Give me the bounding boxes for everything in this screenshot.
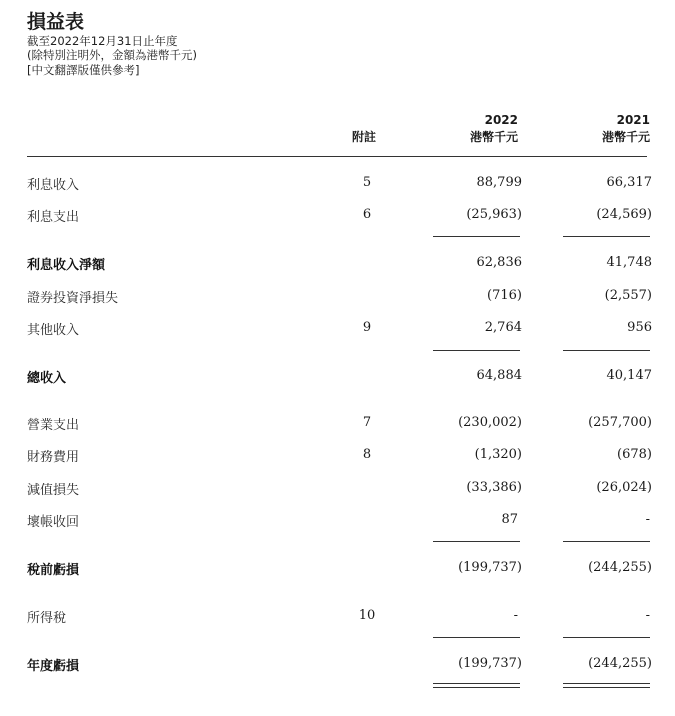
row-2021-finance-costs: (678)	[617, 447, 652, 462]
row-2022-income-tax: -	[513, 608, 518, 623]
row-label-income-tax: 所得稅	[27, 611, 67, 626]
row-2021-interest-income: 66,317	[606, 175, 652, 190]
row-2021-securities-net-loss: (2,557)	[604, 288, 652, 303]
subtotal-rule-2022	[433, 350, 520, 351]
row-label-operating-expenses: 營業支出	[27, 418, 80, 433]
row-label-loss-before-tax: 稅前虧損	[27, 563, 80, 578]
row-label-loss-for-year: 年度虧損	[27, 659, 80, 674]
row-2022-finance-costs: (1,320)	[474, 447, 522, 462]
total-double-rule-2021	[563, 683, 650, 688]
row-2022-bad-debt-recovered: 87	[501, 512, 518, 527]
header-unit-2021: 港幣千元	[601, 130, 650, 144]
row-2021-income-tax: -	[645, 608, 650, 623]
row-2021-total-income: 40,147	[606, 368, 652, 383]
row-note-interest-income: 5	[362, 175, 372, 190]
row-2022-interest-income: 88,799	[476, 175, 522, 190]
row-2021-loss-before-tax: (244,255)	[588, 560, 652, 575]
row-note-income-tax: 10	[358, 608, 376, 623]
row-label-securities-net-loss: 證券投資淨損失	[27, 291, 119, 306]
row-2022-other-income: 2,764	[484, 320, 522, 335]
row-label-total-income: 總收入	[27, 371, 67, 386]
subtitle-period: 截至2022年12月31日止年度	[27, 34, 178, 48]
row-note-other-income: 9	[362, 320, 372, 335]
row-2022-interest-expense: (25,963)	[466, 207, 522, 222]
row-2022-loss-before-tax: (199,737)	[458, 560, 522, 575]
row-note-operating-expenses: 7	[362, 415, 372, 430]
subtotal-rule-2021	[563, 236, 650, 237]
header-unit-2022: 港幣千元	[469, 130, 518, 144]
subtitle-currency-note: (除特別注明外，金額為港幣千元)	[27, 48, 197, 62]
header-note: 附註	[352, 130, 377, 144]
subtotal-rule-2021	[563, 541, 650, 542]
row-note-finance-costs: 8	[362, 447, 372, 462]
subtotal-rule-2022	[433, 637, 520, 638]
row-2021-loss-for-year: (244,255)	[588, 656, 652, 671]
row-2022-securities-net-loss: (716)	[487, 288, 522, 303]
row-2021-impairment-losses: (26,024)	[596, 480, 652, 495]
subtotal-rule-2021	[563, 637, 650, 638]
header-rule	[27, 156, 647, 157]
row-label-interest-income: 利息收入	[27, 178, 80, 193]
row-label-impairment-losses: 減值損失	[27, 483, 80, 498]
row-2022-operating-expenses: (230,002)	[458, 415, 522, 430]
total-double-rule-2022	[433, 683, 520, 688]
subtotal-rule-2021	[563, 350, 650, 351]
row-label-interest-expense: 利息支出	[27, 210, 80, 225]
row-label-bad-debt-recovered: 壞帳收回	[27, 515, 80, 530]
row-2021-net-interest-income: 41,748	[606, 255, 652, 270]
row-label-other-income: 其他收入	[27, 323, 80, 338]
row-2022-total-income: 64,884	[476, 368, 522, 383]
row-label-finance-costs: 財務費用	[27, 450, 80, 465]
subtotal-rule-2022	[433, 236, 520, 237]
subtitle-translation-note: [中文翻譯版僅供參考]	[27, 63, 140, 77]
row-note-interest-expense: 6	[362, 207, 372, 222]
row-2021-interest-expense: (24,569)	[596, 207, 652, 222]
header-year-2022: 2022	[484, 113, 518, 127]
row-2021-other-income: 956	[627, 320, 652, 335]
page-title: 損益表	[27, 11, 85, 33]
row-2021-operating-expenses: (257,700)	[588, 415, 652, 430]
row-label-net-interest-income: 利息收入淨額	[27, 258, 106, 273]
row-2021-bad-debt-recovered: -	[645, 512, 650, 527]
subtotal-rule-2022	[433, 541, 520, 542]
row-2022-net-interest-income: 62,836	[476, 255, 522, 270]
row-2022-impairment-losses: (33,386)	[466, 480, 522, 495]
row-2022-loss-for-year: (199,737)	[458, 656, 522, 671]
header-year-2021: 2021	[616, 113, 650, 127]
